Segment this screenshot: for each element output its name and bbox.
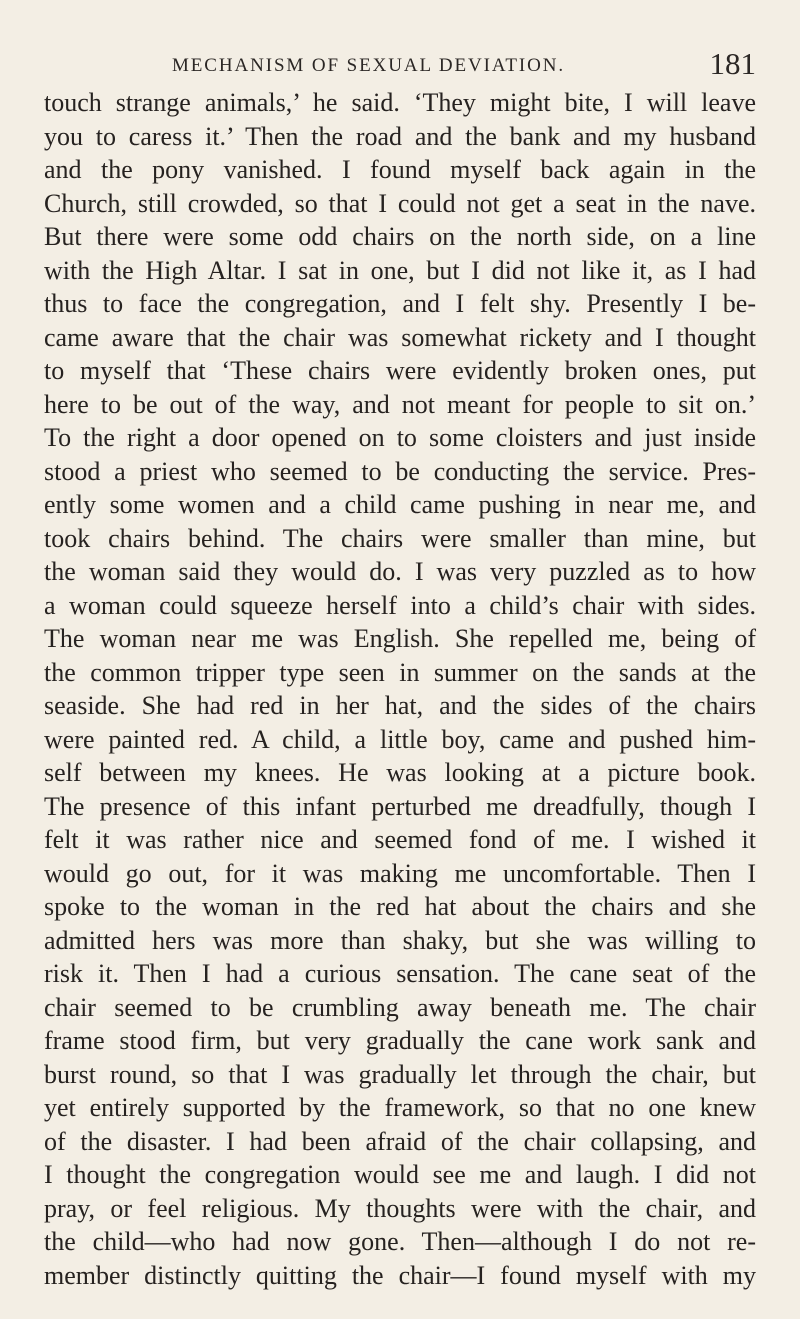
text-line: self between my knees. He was looking at a picture book. <box>44 758 756 787</box>
text-line: member distinctly quitting the chair—I found myself with my <box>44 1260 756 1290</box>
text-line: The woman near me was English. She repelled me, being of <box>44 624 756 653</box>
text-line: pray, or feel religious. My thoughts were with the chair, and <box>44 1193 756 1223</box>
text-line: spoke to the woman in the red hat about the chairs and she <box>44 892 756 921</box>
text-line: To the right a door opened on to some cloisters and just inside <box>44 423 756 452</box>
running-head <box>44 48 756 88</box>
text-line: took chairs behind. The chairs were smaller than mine, but <box>44 523 756 553</box>
text-line: But there were some odd chairs on the north side, on a line <box>44 222 756 251</box>
text-line: of the disaster. I had been afraid of the chair collapsing, and <box>44 1126 756 1156</box>
body-text <box>44 86 756 1292</box>
text-line: to myself that ‘These chairs were evidently broken ones, put <box>44 356 756 385</box>
text-line: with the High Altar. I sat in one, but I did not like it, as I had <box>44 255 756 285</box>
text-line: here to be out of the way, and not meant for people to sit on.’ <box>44 389 756 419</box>
text-line: a woman could squeeze herself into a child’s chair with sides. <box>44 590 756 620</box>
text-line: admitted hers was more than shaky, but she was willing to <box>44 925 756 955</box>
text-line: would go out, for it was making me uncomfortable. Then I <box>44 858 756 888</box>
text-line: touch strange animals,’ he said. ‘They might bite, I will leave <box>44 88 756 117</box>
text-line: I thought the congregation would see me and laugh. I did not <box>44 1160 756 1189</box>
text-line: you to caress it.’ Then the road and the bank and my husband <box>44 121 756 151</box>
text-line: stood a priest who seemed to be conducting the service. Pres- <box>44 456 756 486</box>
text-line: burst round, so that I was gradually let through the chair, but <box>44 1059 756 1089</box>
text-line: thus to face the congregation, and I felt shy. Presently I be- <box>44 289 756 318</box>
text-line: chair seemed to be crumbling away beneath me. The chair <box>44 992 756 1022</box>
text-line: risk it. Then I had a curious sensation. The cane seat of the <box>44 959 756 988</box>
text-line: seaside. She had red in her hat, and the sides of the chairs <box>44 691 756 720</box>
text-line: yet entirely supported by the framework, so that no one knew <box>44 1093 756 1122</box>
text-line: ently some women and a child came pushing in near me, and <box>44 490 756 519</box>
text-line: felt it was rather nice and seemed fond of me. I wished it <box>44 825 756 854</box>
text-line: frame stood firm, but very gradually the cane work sank and <box>44 1026 756 1055</box>
text-line: were painted red. A child, a little boy, came and pushed him- <box>44 724 756 754</box>
running-title: MECHANISM OF SEXUAL DEVIATION. <box>172 55 566 76</box>
text-line: came aware that the chair was somewhat rickety and I thought <box>44 322 756 352</box>
text-line: the child—who had now gone. Then—although I do not re- <box>44 1227 756 1256</box>
page-number: 181 <box>709 46 756 81</box>
text-line: the woman said they would do. I was very puzzled as to how <box>44 557 756 586</box>
text-line: the common tripper type seen in summer on the sands at the <box>44 657 756 687</box>
text-line: Church, still crowded, so that I could not get a seat in the nave. <box>44 188 756 218</box>
text-line: The presence of this infant perturbed me dreadfully, though I <box>44 791 756 821</box>
text-line: and the pony vanished. I found myself back again in the <box>44 155 756 184</box>
